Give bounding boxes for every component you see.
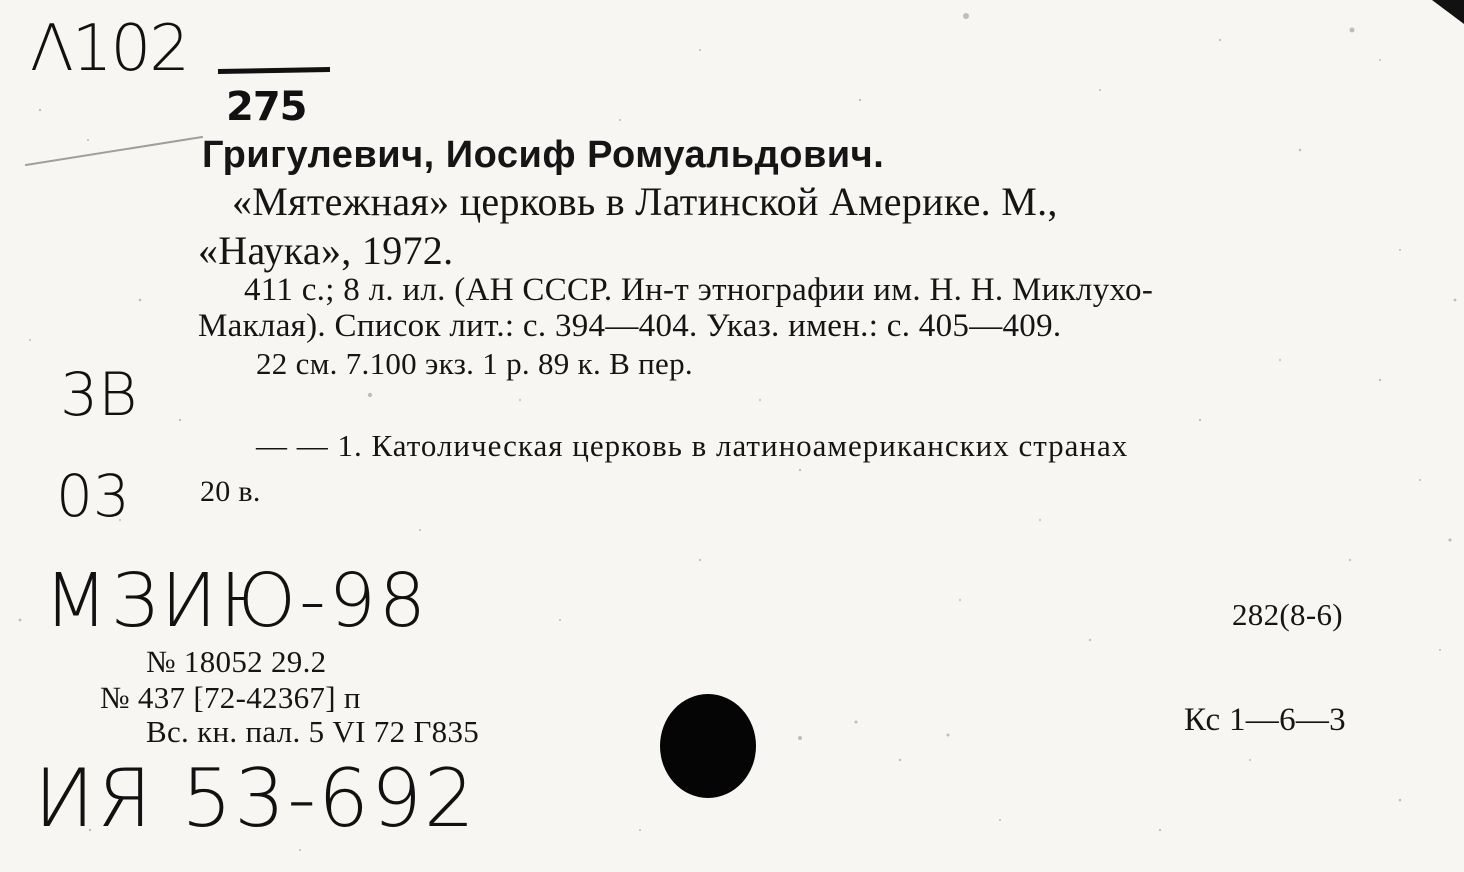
classification-number: 282(8-6) [1232,597,1343,632]
shelf-mark-denominator: 275 [226,84,307,130]
handwritten-mark-3b: 3В [60,360,138,430]
title-line-1: «Мятежная» церковь в Латинской Америке. М., [232,179,1058,224]
kc-code: Кс 1—6—3 [1184,702,1346,738]
registration-line-2: № 437 [72-42367] п [100,680,361,715]
author-heading: Григулевич, Иосиф Ромуальдович. [202,134,885,176]
title-line-2: «Наука», 1972. [198,228,454,273]
pencil-stroke [25,136,203,166]
inventory-number-handwritten: ИЯ 53-692 [34,752,477,845]
physical-description-line-1: 411 с.; 8 л. ил. (АН СССР. Ин-т этнографии им. Н. Н. Миклухо- [244,272,1154,308]
registration-line-3: Вс. кн. пал. 5 VI 72 Г835 [146,714,480,749]
physical-description-line-2: Маклая). Список лит.: с. 394—404. Указ. имен.: с. 405—409. [198,308,1062,344]
folded-corner-mark [1404,0,1464,40]
registration-line-1: № 18052 29.2 [146,644,327,679]
shelf-mark-handwritten: Λ102 [30,12,188,86]
subject-heading-line-1: — — 1. Католическая церковь в латиноамериканских странах [256,428,1129,463]
price-line: 22 см. 7.100 экз. 1 р. 89 к. В пер. [256,346,693,381]
punch-hole [660,694,756,798]
handwritten-mark-03: 03 [56,462,130,530]
shelf-mark-fraction-line [218,67,330,74]
handwritten-mark-mziu: МЗИЮ-98 [44,558,429,644]
subject-heading-line-2: 20 в. [200,475,261,508]
